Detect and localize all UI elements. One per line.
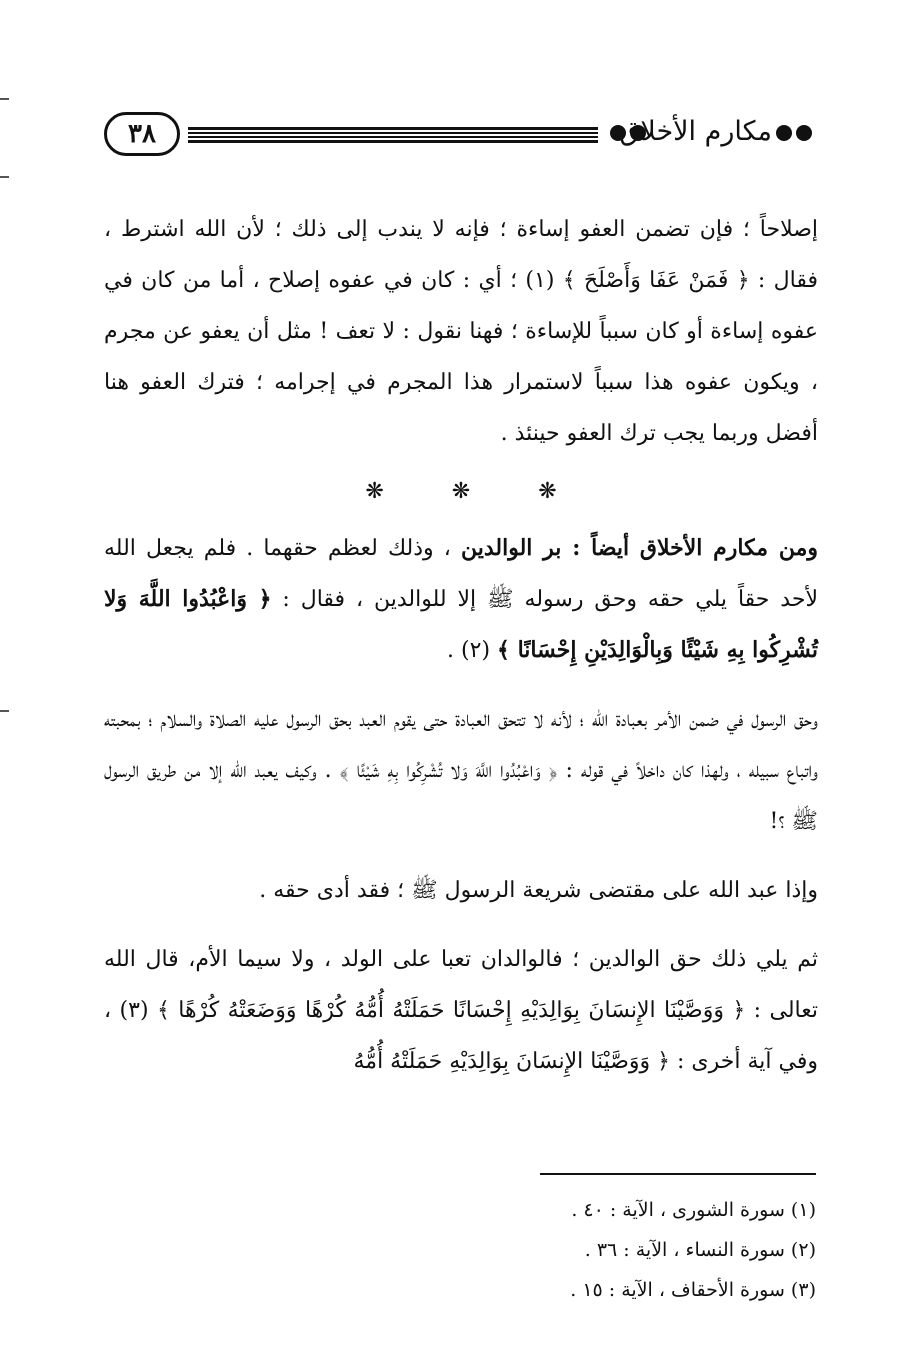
- scan-edge-mark: [0, 98, 9, 100]
- scan-edge-mark: [0, 176, 9, 178]
- header-dots-right: [776, 125, 812, 141]
- paragraph-3: وإذا عبد الله على مقتضى شريعة الرسول ﷺ ؛ فقد أدى حقه .: [259, 878, 818, 903]
- header-rule: [188, 127, 598, 143]
- asterism-icon: ❋: [538, 478, 557, 504]
- paragraph-1: إصلاحاً ؛ فإن تضمن العفو إساءة ؛ فإنه لا يندب إلى ذلك ؛ لأن الله اشترط ، فقال : ﴿ فَمَنْ عَفَا وَأَصْلَحَ ﴾ (١) ؛ أي : كان في عفوه إصلاح ، أما من كان في عفوه إساءة أو كان سبباً للإساءة ؛ فهنا نقول : لا تعف ! مثل أن يعفو عن مجرم ، ويكون عفوه هذا سبباً لاستمرار هذا المجرم في إجرامه ؛ فترك العفو هنا أفضل وربما يجب ترك العفو حينئذ .: [104, 217, 819, 446]
- quran-quote: ﴿ وَاعْبُدُوا اللَّهَ وَلا تُشْرِكُوا بِهِ شَيْئًا وَبِالْوَالِدَيْنِ إِحْسَانًا ﴾: [104, 586, 818, 663]
- footnotes: [400, 1190, 816, 1310]
- page-header: [104, 108, 816, 164]
- footnote-ref: (٢) .: [447, 638, 498, 663]
- section-heading: ومن مكارم الأخلاق أيضاً : بر الوالدين: [460, 535, 818, 561]
- paragraph-4: ثم يلي ذلك حق الوالدين ؛ فالوالدان تعبا على الولد ، ولا سيما الأم، قال الله تعالى : ﴿ وَوَصَّيْنَا الإِنسَانَ بِوَالِدَيْهِ إِحْسَانًا حَمَلَتْهُ أُمُّهُ كُرْهًا وَوَضَعَتْهُ كُرْهًا ﴾ (٣) ، وفي آية أخرى : ﴿ وَوَصَّيْنَا الإِنسَانَ بِوَالِدَيْهِ حَمَلَتْهُ أُمُّهُ: [104, 947, 818, 1074]
- scan-edge-mark: [0, 710, 9, 712]
- book-title: مكارم الأخلاق: [619, 116, 772, 147]
- asterism-icon: ❋: [451, 478, 471, 504]
- page-number: ٣٨: [104, 112, 180, 156]
- page-body: [104, 204, 818, 1087]
- footnote-item: (٢) سورة النساء ، الآية : ٣٦ .: [584, 1239, 816, 1261]
- footnote-item: (٣) سورة الأحقاف ، الآية : ١٥ .: [570, 1279, 816, 1301]
- section-separator: [104, 459, 818, 523]
- asterism-icon: ❋: [365, 478, 384, 504]
- section-paragraph: [104, 523, 818, 676]
- section-text: ، وذلك لعظم حقهما . فلم يجعل الله لأحد حقاً يلي حقه وحق رسوله ﷺ إلا للوالدين ، فقال :: [104, 536, 819, 612]
- paragraph-2: وحق الرسول في ضمن الأمر بعبادة الله ؛ لأنه لا تتحق العبادة حتى يقوم العبد بحق الرسول عليه الصلاة والسلام ؛ بمحبته واتباع سبيله ، ولهذا كان داخلاً في قوله : ﴿ وَاعْبُدُوا اللَّهَ وَلا تُشْرِكُوا بِهِ شَيْئًا ﴾ . وكيف يعبد الله إلا من طريق الرسول ﷺ ؟!: [104, 707, 818, 834]
- footnote-item: (١) سورة الشورى ، الآية : ٤٠ .: [571, 1199, 816, 1221]
- footnote-divider: [540, 1173, 816, 1175]
